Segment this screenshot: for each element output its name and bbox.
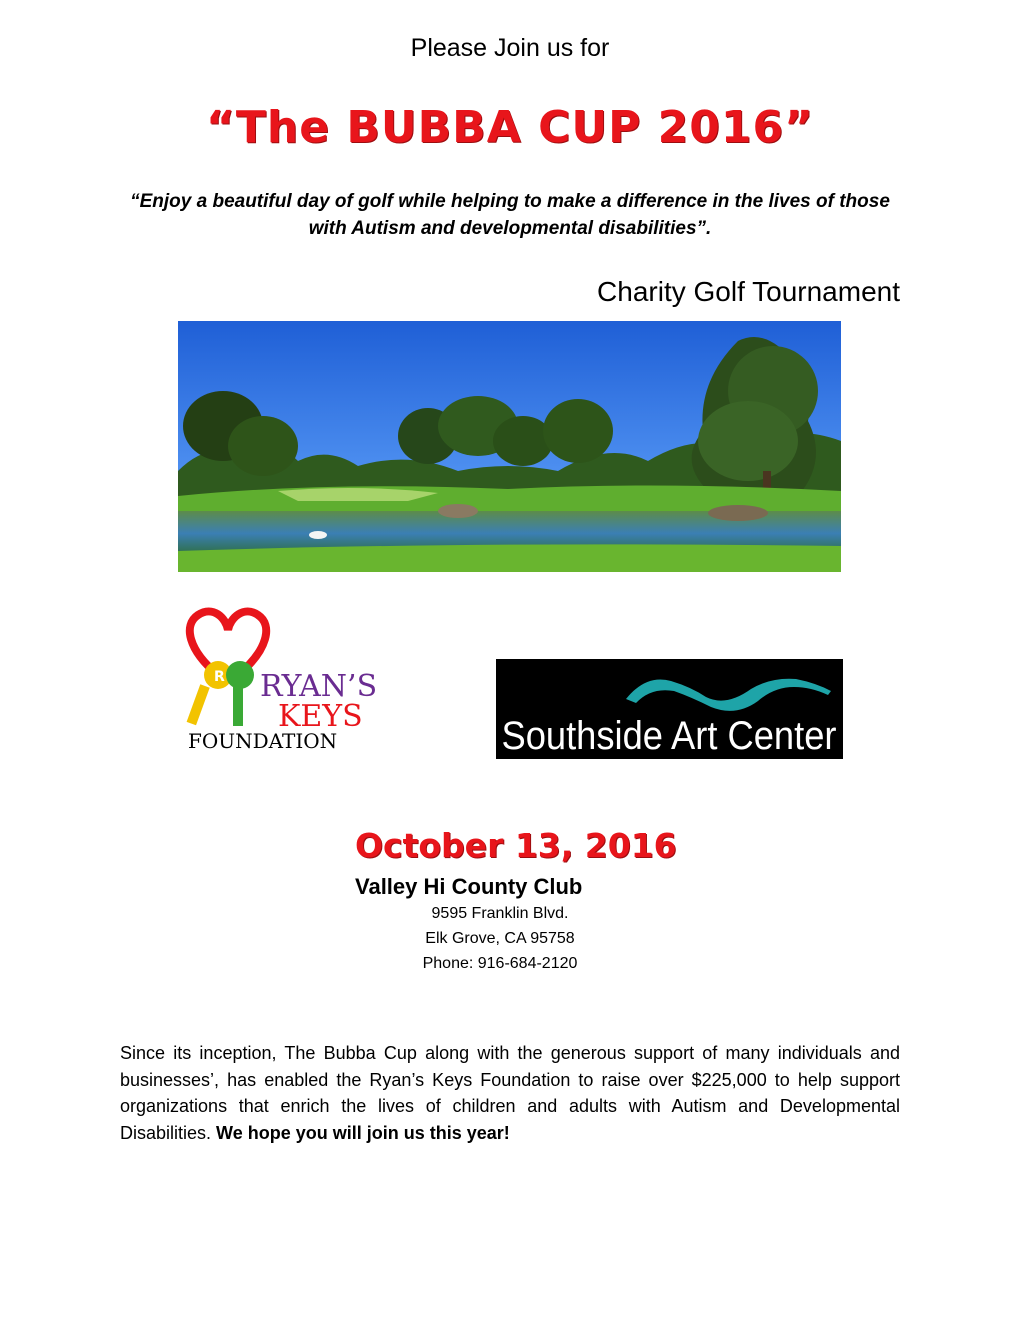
svg-text:R: R — [214, 669, 225, 685]
event-title: “The BUBBA CUP 2016” — [205, 102, 815, 153]
address-city: Elk Grove, CA 95758 — [425, 930, 575, 947]
venue-phone: Phone: 916-684-2120 — [422, 955, 578, 972]
tagline: “Enjoy a beautiful day of golf while helping to make a difference in the lives of those with Autism and developmental disabilities”. — [130, 191, 890, 239]
southside-text: Southside Art Center — [501, 714, 837, 758]
ryan-line2: KEYS — [278, 699, 363, 734]
southside-art-center-logo — [496, 659, 843, 759]
ryans-keys-foundation-logo — [178, 590, 388, 760]
subtitle: Charity Golf Tournament — [597, 276, 900, 307]
intro-line: Please Join us for — [410, 34, 610, 62]
description-paragraph — [120, 1040, 900, 1146]
golf-course-photo — [178, 321, 841, 572]
closing-line: We hope you will join us this year! — [216, 1122, 510, 1143]
ryan-line1: RYAN’S — [260, 669, 378, 704]
address-street: 9595 Franklin Blvd. — [431, 905, 569, 922]
event-date: October 13, 2016 — [355, 826, 677, 865]
description-text: Since its inception, The Bubba Cup along with the generous support of many individuals and businesses’, has enabled the Ryan’s Keys Foundation to raise over $225,000 to help support organizations that enrich the lives of children and adults with Autism and Developmental Disabilities. — [120, 1043, 900, 1143]
venue-name: Valley Hi County Club — [355, 874, 583, 899]
ryan-line3: FOUNDATION — [188, 729, 338, 753]
